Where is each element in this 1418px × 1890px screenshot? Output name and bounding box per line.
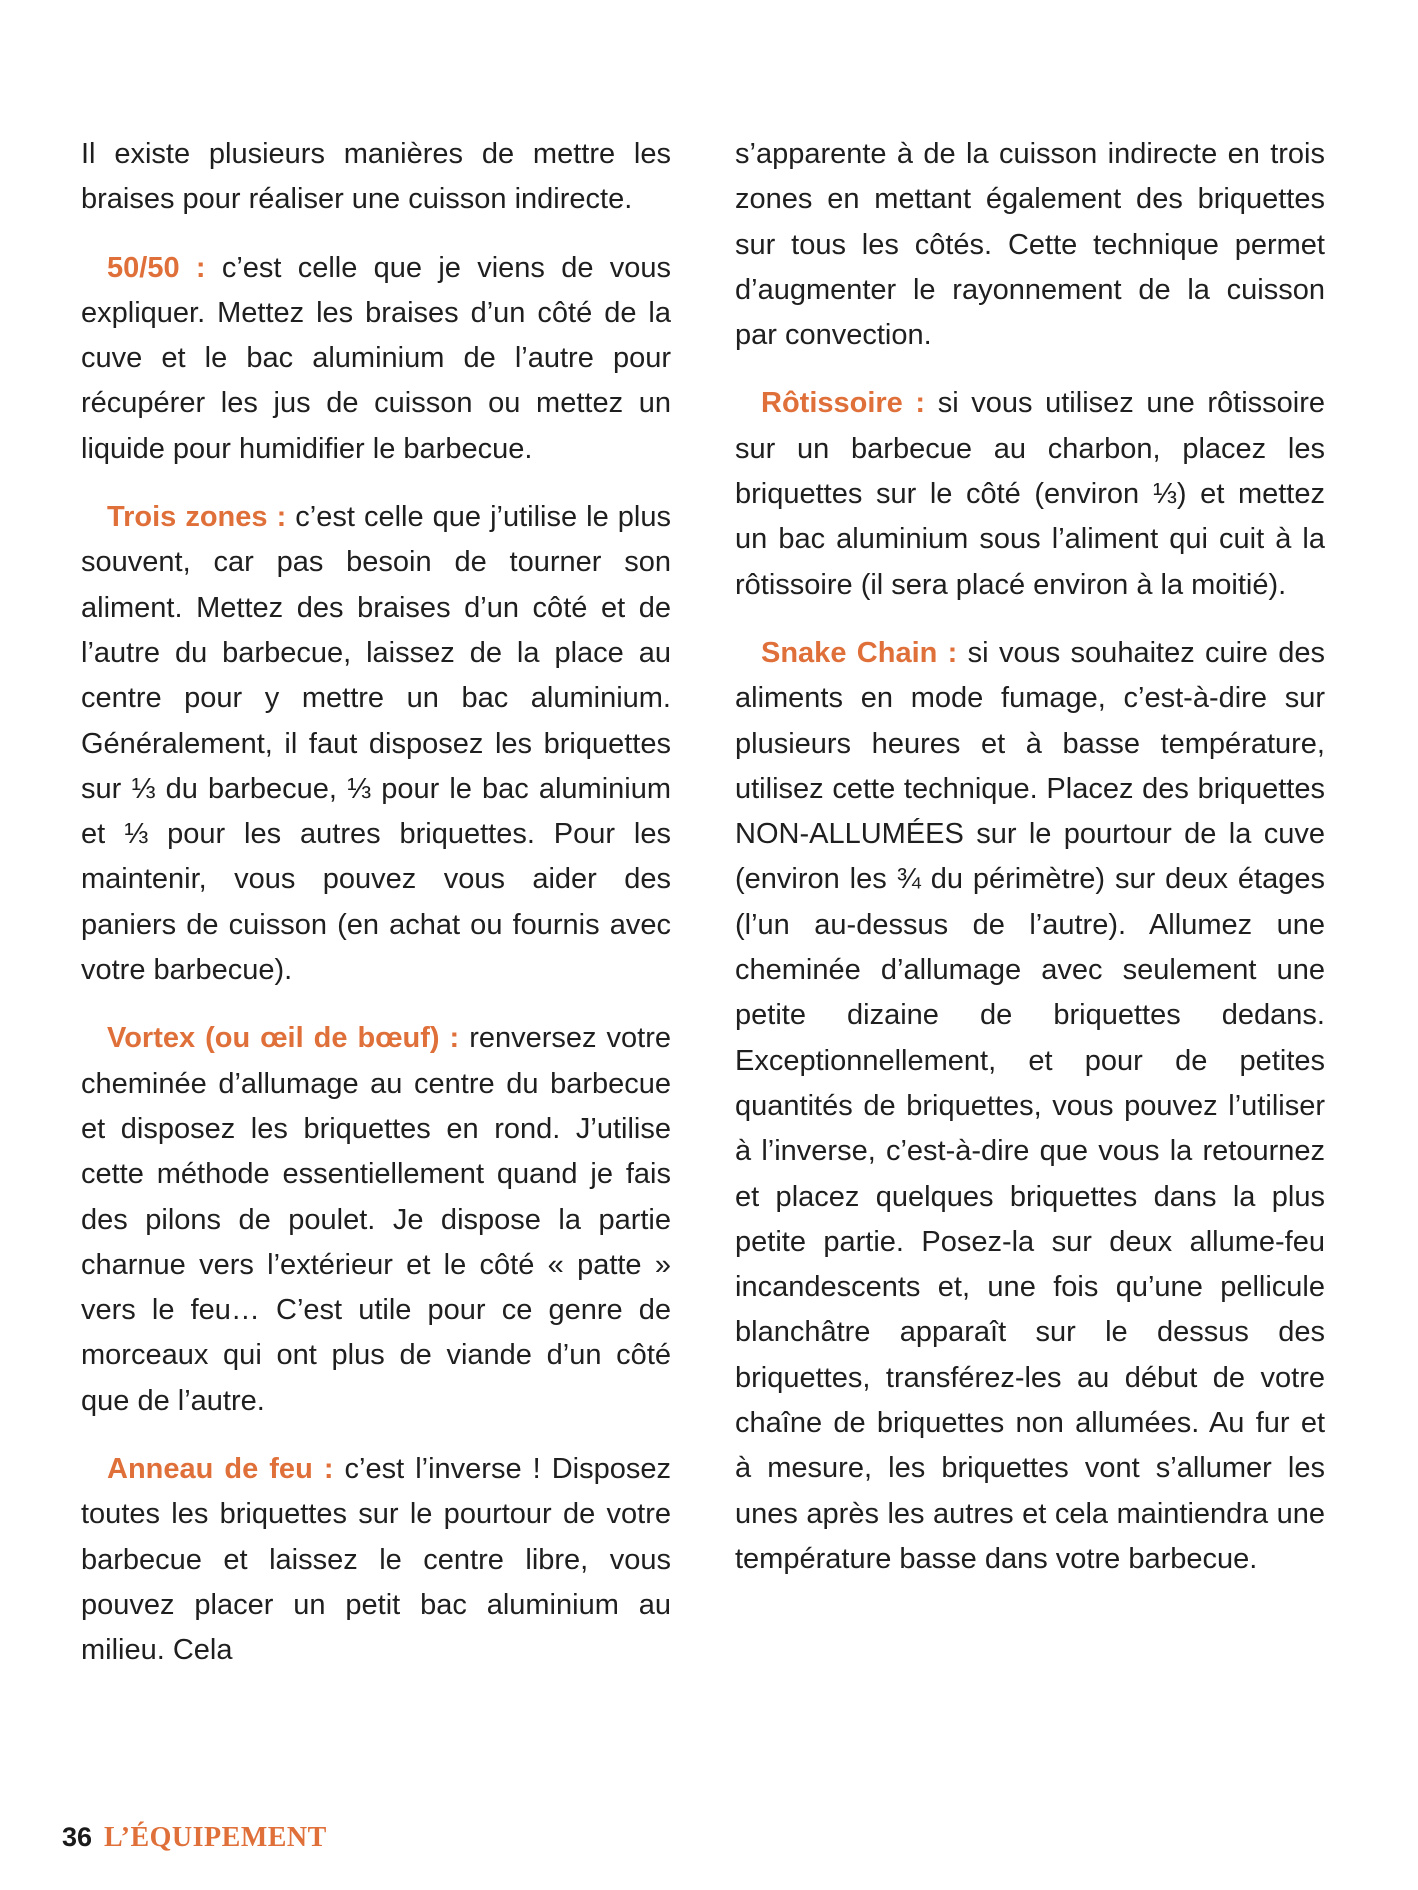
term-snake-chain: Snake Chain : (761, 636, 958, 669)
text-50-50: c’est celle que je viens de vous expliquer. Mettez les braises d’un côté de la cuve et le bac aluminium de l’autre pour récupérer les jus de cuisson ou mettez un liquide pour humidifier le barbecue. (81, 251, 671, 465)
section-title: L’ÉQUIPEMENT (104, 1822, 327, 1853)
paragraph-trois-zones (81, 495, 671, 993)
text-anneau-de-feu: c’est l’inverse ! Disposez toutes les briquettes sur le pourtour de votre barbecue et laissez le centre libre, vous pouvez placer un petit bac aluminium au milieu. Cela (81, 1453, 671, 1667)
paragraph-rotissoire (735, 381, 1325, 607)
text-vortex: renversez votre cheminée d’allumage au centre du barbecue et disposez les briquettes en rond. J’utilise cette méthode essentiellement quand je fais des pilons de poulet. Je dispose la partie charnue vers l’extérieur et le côté « patte » vers le feu… C’est utile pour ce genre de morceaux qui ont plus de viande d’un côté que de l’autre. (81, 1022, 672, 1417)
intro-paragraph: Il existe plusieurs manières de mettre les braises pour réaliser une cuisson indirecte. (81, 138, 671, 216)
paragraph-50-50 (81, 246, 671, 472)
page-footer (62, 1822, 327, 1862)
paragraph-vortex (81, 1016, 671, 1424)
term-vortex: Vortex (ou œil de bœuf) : (107, 1022, 460, 1055)
text-rotissoire: si vous utilisez une rôtissoire sur un barbecue au charbon, placez les briquettes sur le côté (environ ⅓) et mettez un bac aluminium sous l’aliment qui cuit à la rôtissoire (il sera placé environ à la moitié). (735, 387, 1326, 601)
term-50-50: 50/50 : (107, 251, 206, 284)
left-column (81, 132, 671, 1697)
page-number: 36 (62, 1822, 93, 1852)
term-rotissoire: Rôtissoire : (761, 387, 926, 420)
continuation-paragraph: s’apparente à de la cuisson indirecte en trois zones en mettant également des briquettes sur tous les côtés. Cette technique permet d’augmenter le rayonnement de la cuisson par convection. (735, 138, 1325, 352)
text-snake-chain: si vous souhaitez cuire des aliments en mode fumage, c’est-à-dire sur plusieurs heures et à basse température, utilisez cette technique. Placez des briquettes NON-ALLUMÉES sur le pourtour de la cuve (environ les ¾ du périmètre) sur deux étages (l’un au-dessus de l’autre). Allumez une cheminée d’allumage avec seulement une petite dizaine de briquettes dedans. Exceptionnellement, et pour de petites quantités de briquettes, vous pouvez l’utiliser à l’inverse, c’est-à-dire que vous la retournez et placez quelques briquettes dans la plus petite partie. Posez-la sur deux allume-feu incandescents et, une fois qu’une pellicule blanchâtre apparaît sur le dessus des briquettes, transférez-les au début de votre chaîne de briquettes non allumées. Au fur et à mesure, les briquettes vont s’allumer les unes après les autres et cela maintiendra une température basse dans votre barbecue. (735, 636, 1325, 1575)
term-trois-zones: Trois zones : (107, 501, 287, 534)
paragraph-snake-chain (735, 631, 1325, 1582)
text-trois-zones: c’est celle que j’utilise le plus souvent, car pas besoin de tourner son aliment. Mettez des braises d’un côté et de l’autre du barbecue, laissez de la place au centre pour y mettre un bac aluminium. Généralement, il faut disposez les briquettes sur ⅓ du barbecue, ⅓ pour le bac aluminium et ⅓ pour les autres briquettes. Pour les maintenir, vous pouvez vous aider des paniers de cuisson (en achat ou fournis avec votre barbecue). (81, 501, 671, 987)
term-anneau-de-feu: Anneau de feu : (107, 1453, 334, 1486)
paragraph-anneau-de-feu (81, 1447, 671, 1673)
right-column (735, 132, 1325, 1605)
